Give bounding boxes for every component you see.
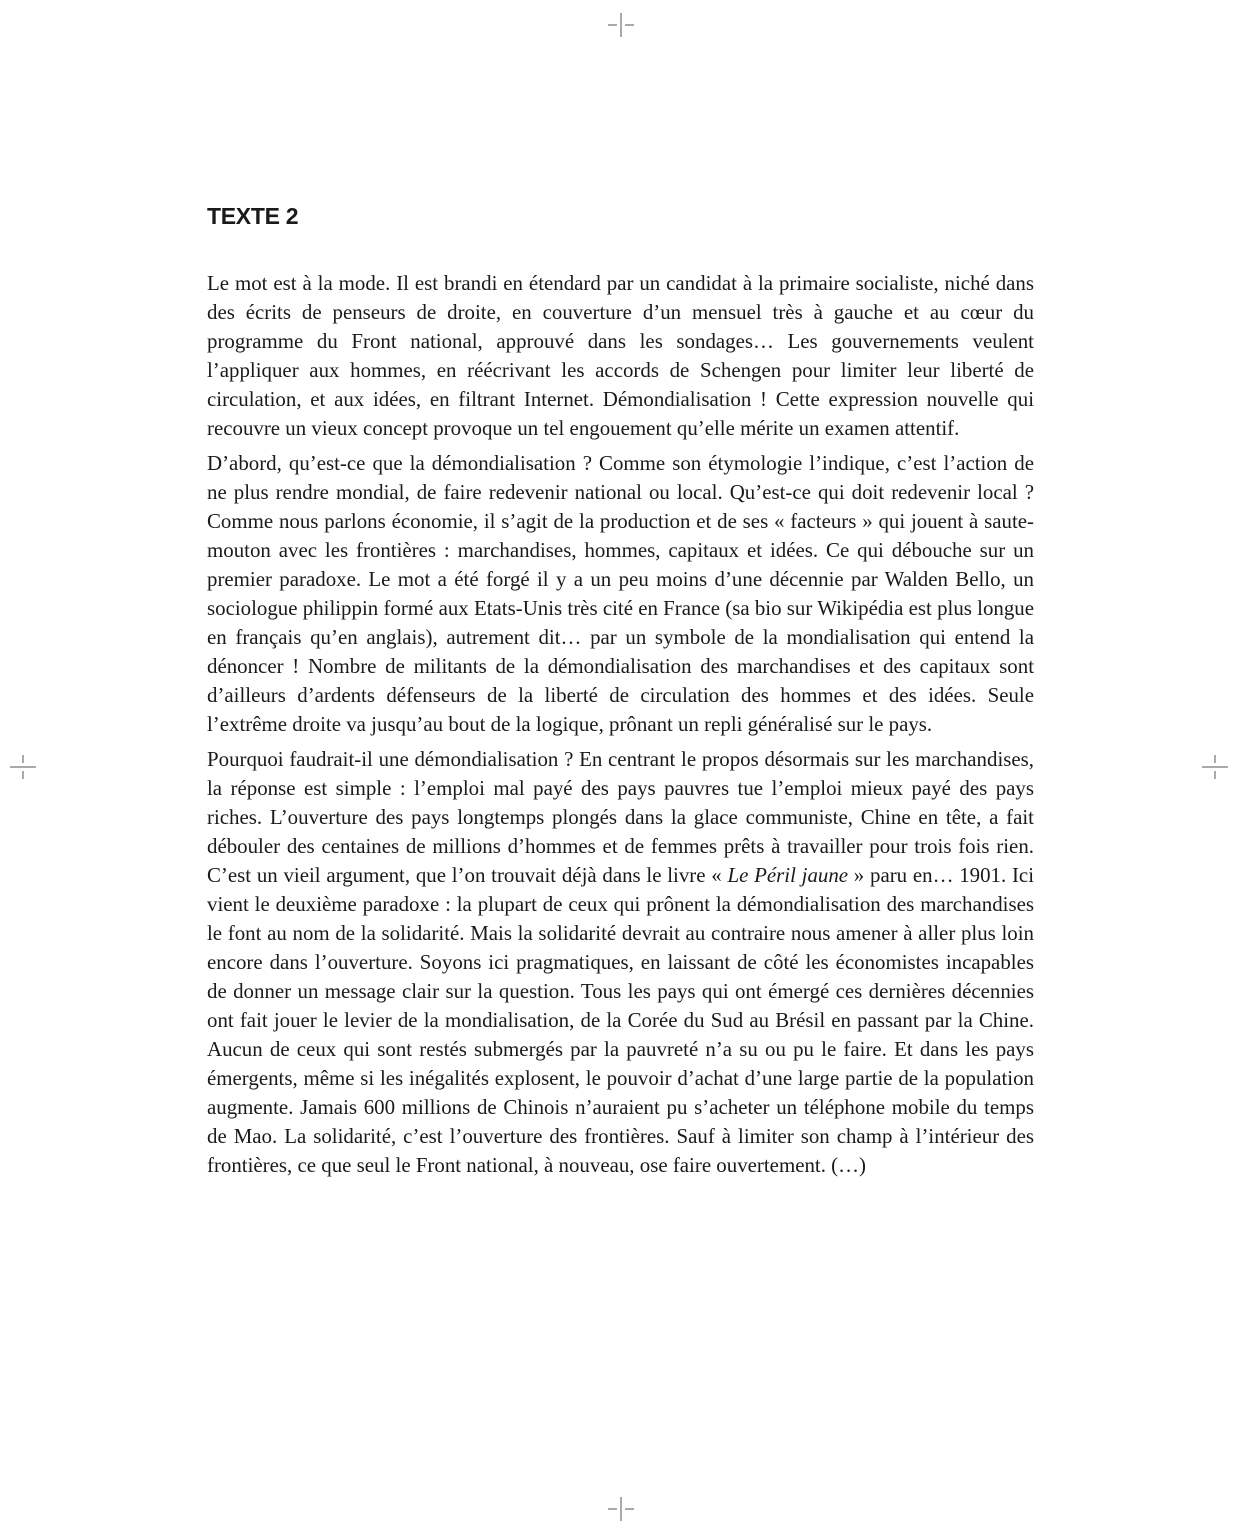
paragraph-1: Le mot est à la mode. Il est brandi en étendard par un candidat à la primaire socialiste, niché dans des écrits de penseurs de droite, en couverture d’un mensuel très à gauche et au cœur du programme du Front national, approuvé dans les sondages… Les gouvernements veulent l’appliquer aux hommes, en réécrivant les accords de Schengen pour limiter leur liberté de circulation, et aux idées, en filtrant Internet. Démondialisation ! Cette expression nouvelle qui recouvre un vieux concept provoque un tel engouement qu’elle mérite un examen attentif. <box>207 271 1034 440</box>
crop-mark-right <box>1200 752 1230 782</box>
article-body <box>207 269 1034 1186</box>
paragraph-3-part-1: Pourquoi faudrait-il une démondialisation ? En centrant le propos désormais sur les marchandises, la réponse est simple : l’emploi mal payé des pays pauvres tue l’emploi mieux payé des pays riches. L’ouverture des pays longtemps plongés dans la glace communiste, Chine en tête, a fait débouler des centaines de millions d’hommes et de femmes prêts à travailler pour trois fois rien. C’est un vieil argument, que l’on trouvait déjà dans le livre « <box>207 747 1034 887</box>
paragraph-2: D’abord, qu’est-ce que la démondialisation ? Comme son étymologie l’indique, c’est l’action de ne plus rendre mondial, de faire redevenir national ou local. Qu’est-ce qui doit redevenir local ? Comme nous parlons économie, il s’agit de la production et de ses « facteurs » qui jouent à saute-mouton avec les frontières : marchandises, hommes, capitaux et idées. Ce qui débouche sur un premier paradoxe. Le mot a été forgé il y a un peu moins d’une décennie par Walden Bello, un sociologue philippin formé aux Etats-Unis très cité en France (sa bio sur Wikipédia est plus longue en français qu’en anglais), autrement dit… par un symbole de la mondialisation qui entend la dénoncer ! Nombre de militants de la démondialisation des marchandises et des capitaux sont d’ailleurs d’ardents défenseurs de la liberté de circulation des hommes et des idées. Seule l’extrême droite va jusqu’au bout de la logique, prônant un repli généralisé sur le pays. <box>207 451 1034 736</box>
book-title: Le Péril jaune <box>727 863 849 887</box>
crop-mark-top <box>606 10 636 40</box>
crop-mark-bottom <box>606 1494 636 1524</box>
paragraph-3 <box>207 745 1034 1180</box>
paragraph-3-part-2: » paru en… 1901. Ici vient le deuxième paradoxe : la plupart de ceux qui prônent la démondialisation des marchandises le font au nom de la solidarité. Mais la solidarité devrait au contraire nous amener à aller plus loin encore dans l’ouverture. Soyons ici pragmatiques, en laissant de côté les économistes incapables de donner un message clair sur la question. Tous les pays qui ont émergé ces dernières décennies ont fait jouer le levier de la mondialisation, de la Corée du Sud au Brésil en passant par la Chine. Aucun de ceux qui sont restés submergés par la pauvreté n’a su ou pu le faire. Et dans les pays émergents, même si les inégalités explosent, le pouvoir d’achat d’une large partie de la population augmente. Jamais 600 millions de Chinois n’auraient pu s’acheter un téléphone mobile du temps de Mao. La solidarité, c’est l’ouverture des frontières. Sauf à limiter son champ à l’intérieur des frontières, ce que seul le Front national, à nouveau, ose faire ouvertement. (…) <box>207 863 1034 1177</box>
page-title: TEXTE 2 <box>207 203 299 229</box>
crop-mark-left <box>8 752 38 782</box>
